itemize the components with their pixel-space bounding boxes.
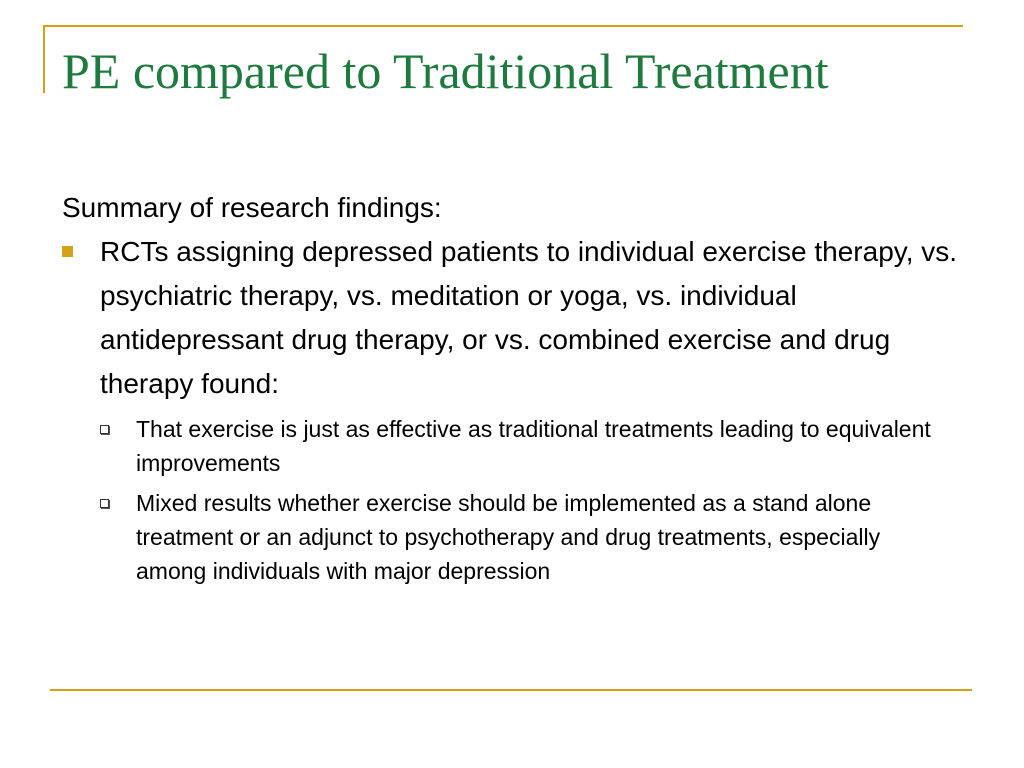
square-bullet-icon [62,246,73,257]
sub-bullet-item [100,412,972,480]
slide-title: PE compared to Traditional Treatment [62,43,829,99]
slide-body [62,186,972,594]
sub-bullet-text: That exercise is just as effective as traditional treatments leading to equivalent improvements [136,416,931,476]
top-rule [43,25,963,27]
hollow-square-bullet-icon [100,499,109,508]
main-bullet [62,230,972,406]
hollow-square-bullet-icon [100,425,109,434]
intro-text: Summary of research findings: [62,192,442,223]
sub-bullet-text: Mixed results whether exercise should be implemented as a stand alone treatment or an adjunct to psychotherapy and drug treatments, especially among individuals with major depression [136,490,881,584]
left-rule [43,25,45,93]
bottom-rule [50,689,972,691]
sub-bullet-list [100,412,972,588]
main-bullet-text: RCTs assigning depressed patients to individual exercise therapy, vs. psychiatric therapy, vs. meditation or yoga, vs. individual antidepressant drug therapy, or vs. combined exercise and drug therapy found: [100,236,958,399]
sub-bullet-item [100,486,972,588]
